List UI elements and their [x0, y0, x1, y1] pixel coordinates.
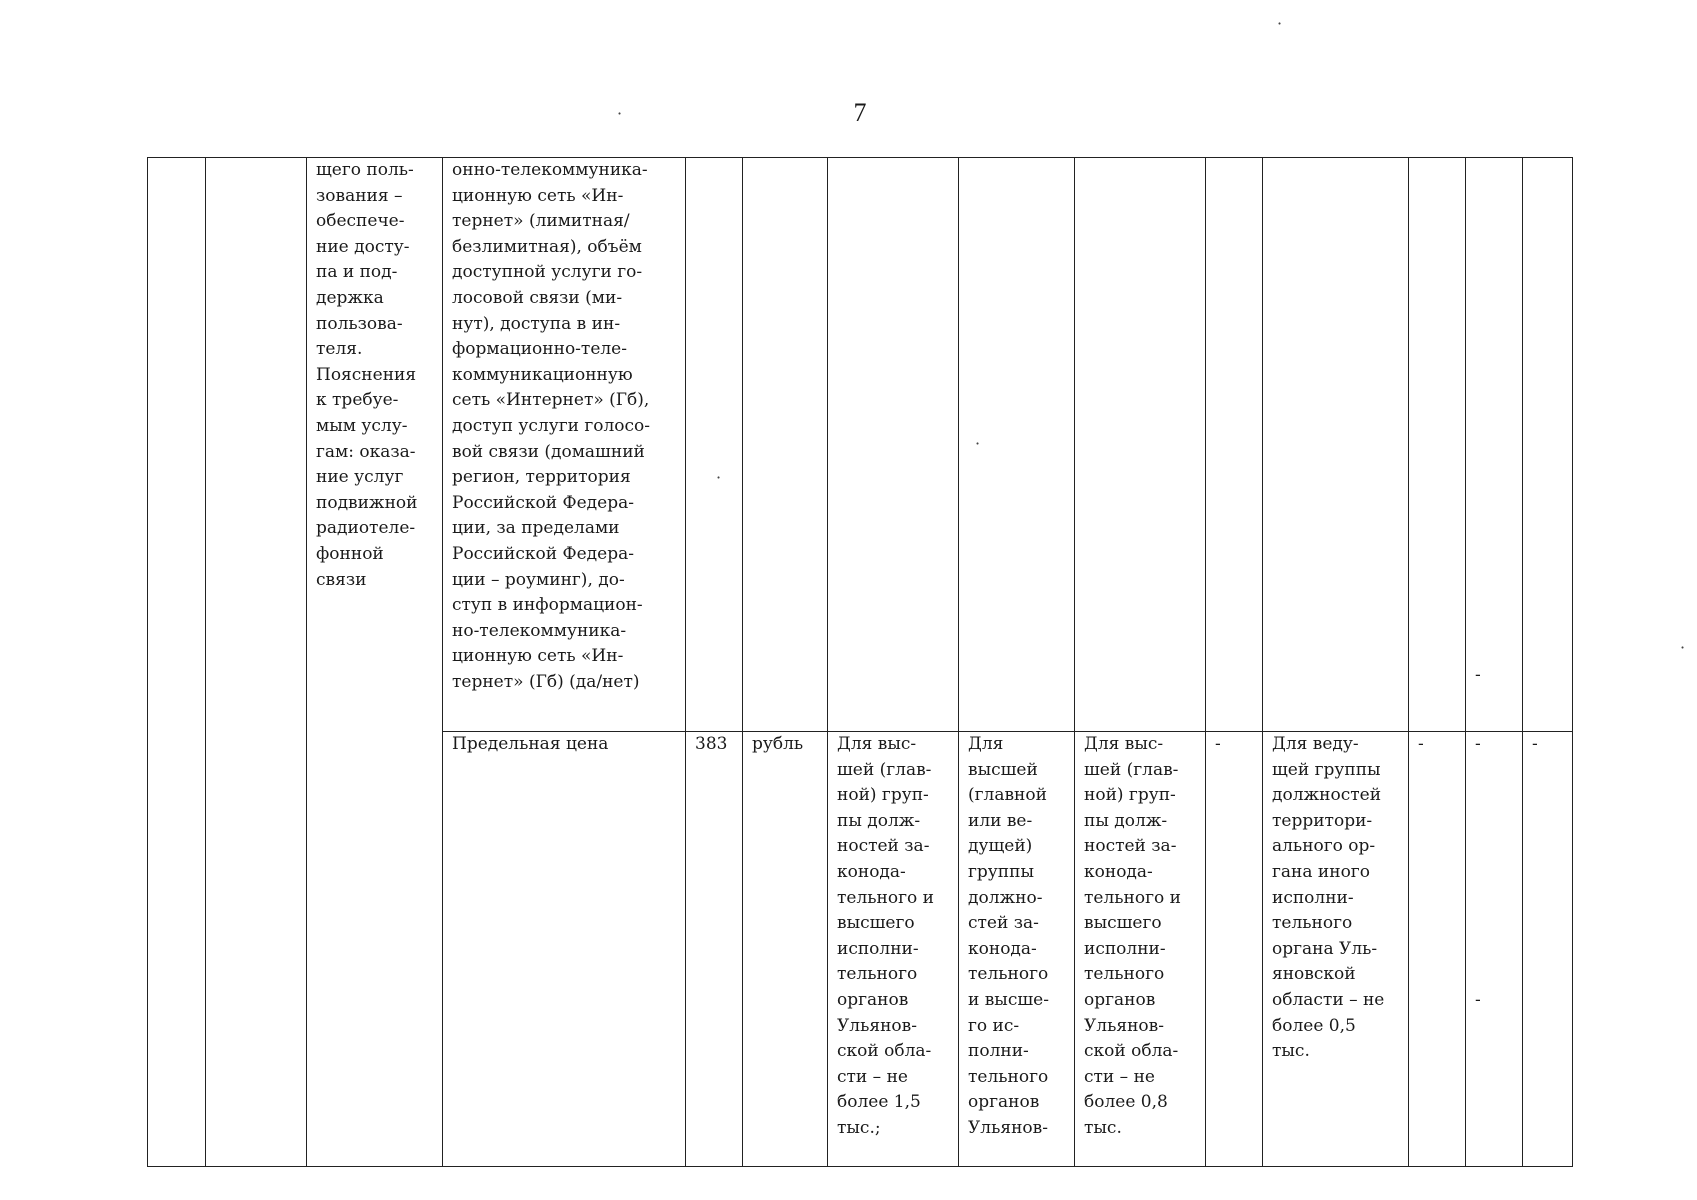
price-col-c-text	[1084, 732, 1197, 1142]
text-line: должно-	[968, 887, 1043, 908]
text-line: Для выс-	[1084, 734, 1164, 754]
text-line: шей (глав-	[1084, 759, 1179, 780]
text-line: ской обла-	[837, 1041, 932, 1062]
characteristics-cell	[443, 158, 686, 732]
scan-speck: ·	[716, 468, 722, 487]
unit-cell: рубль	[743, 732, 828, 1167]
scan-speck: ·	[617, 104, 623, 123]
text-line: области – не	[1272, 989, 1385, 1010]
text-line: Российской Федера-	[452, 543, 634, 564]
text-line: пы долж-	[837, 810, 921, 831]
okei-code-cell: 383	[686, 732, 743, 1167]
text-line: лосовой связи (ми-	[452, 287, 623, 308]
text-line: ской обла-	[1084, 1041, 1179, 1062]
text-line: формационно-теле-	[452, 339, 627, 360]
scan-speck: ·	[975, 434, 981, 453]
text-line: держка	[316, 287, 384, 308]
text-line: го ис-	[968, 1015, 1020, 1036]
text-line: тельного	[968, 964, 1049, 985]
text-line: тыс.	[1084, 1117, 1122, 1138]
text-line: тельного	[1272, 913, 1353, 934]
text-line: ностей за-	[1084, 836, 1177, 857]
price-characteristic-cell: Предельная цена	[443, 732, 686, 1167]
text-line: исполни-	[1084, 938, 1166, 959]
text-line: доступ услуги голосо-	[452, 415, 651, 436]
text-line: полни-	[968, 1041, 1029, 1062]
characteristics-text	[452, 158, 677, 695]
text-line: мым услу-	[316, 415, 408, 436]
text-line: фонной	[316, 543, 384, 564]
text-line: но-телекоммуника-	[452, 620, 627, 641]
text-line: территори-	[1272, 810, 1373, 831]
text-line: сти – не	[837, 1066, 908, 1087]
text-line: Для	[968, 734, 1004, 754]
text-line: исполни-	[1272, 887, 1354, 908]
empty-cell	[1263, 158, 1409, 732]
price-col-f-cell: -	[1409, 732, 1466, 1167]
text-line: сеть «Интернет» (Гб),	[452, 390, 650, 411]
text-line: к требуе-	[316, 390, 399, 411]
price-col-g-cell	[1466, 732, 1523, 1167]
text-line: конода-	[837, 861, 906, 882]
empty-cell	[686, 158, 743, 732]
text-line: гам: оказа-	[316, 441, 416, 462]
text-line: ции, за пределами	[452, 518, 620, 539]
text-line: органов	[1084, 989, 1156, 1010]
text-line: ального ор-	[1272, 836, 1376, 857]
text-line: доступной услуги го-	[452, 262, 643, 283]
text-line: па и под-	[316, 262, 398, 283]
text-line: органов	[837, 989, 909, 1010]
text-line: конода-	[1084, 861, 1153, 882]
text-line: Для выс-	[837, 734, 917, 754]
empty-cell	[743, 158, 828, 732]
stray-dash-cell	[1466, 158, 1523, 732]
scan-speck: ·	[1680, 638, 1686, 657]
text-line: подвижной	[316, 492, 418, 513]
code-cell	[206, 158, 307, 1167]
text-line: тельного и	[837, 887, 934, 908]
stray-dash: -	[1475, 989, 1481, 1010]
text-line: тельного и	[1084, 887, 1181, 908]
text-line: теля.	[316, 339, 363, 360]
table-row	[148, 158, 1573, 732]
text-line: гана иного	[1272, 861, 1370, 882]
text-line: тернет» (Гб) (да/нет)	[452, 671, 640, 692]
price-col-b-cell	[959, 732, 1075, 1167]
text-line: органа Уль-	[1272, 938, 1378, 959]
text-line: или ве-	[968, 810, 1033, 831]
text-line: группы	[968, 861, 1034, 882]
text-line: ступ в информацион-	[452, 595, 643, 616]
text-line: тельного	[968, 1066, 1049, 1087]
empty-cell	[1075, 158, 1206, 732]
text-line: Ульянов-	[837, 1015, 917, 1036]
text-line: стей за-	[968, 913, 1039, 934]
text-line: исполни-	[837, 938, 919, 959]
text-line: ционную сеть «Ин-	[452, 185, 624, 206]
text-line: пользова-	[316, 313, 403, 334]
page-number: 7	[853, 98, 867, 127]
text-line: Российской Федера-	[452, 492, 634, 513]
text-line: ние досту-	[316, 236, 410, 257]
text-line: (главной	[968, 785, 1047, 806]
text-line: ционную сеть «Ин-	[452, 646, 624, 667]
price-col-h-cell: -	[1523, 732, 1573, 1167]
text-line: яновской	[1272, 964, 1356, 985]
price-col-g-value: -	[1475, 734, 1481, 754]
price-col-b-text	[968, 732, 1066, 1142]
text-line: более 0,8	[1084, 1092, 1168, 1113]
text-line: радиотеле-	[316, 518, 416, 539]
text-line: Ульянов-	[1084, 1015, 1164, 1036]
text-line: пы долж-	[1084, 810, 1168, 831]
text-line: тыс.;	[837, 1117, 881, 1138]
price-col-e-cell	[1263, 732, 1409, 1167]
text-line: тыс.	[1272, 1041, 1310, 1062]
text-line: Ульянов-	[968, 1117, 1048, 1138]
price-col-d-cell: -	[1206, 732, 1263, 1167]
requirements-table	[147, 157, 1573, 1167]
empty-cell	[1409, 158, 1466, 732]
price-col-e-text	[1272, 732, 1400, 1065]
text-line: более 1,5	[837, 1092, 921, 1113]
text-line: тернет» (лимитная/	[452, 211, 630, 232]
text-line: дущей)	[968, 836, 1033, 857]
scan-speck: ·	[1277, 14, 1283, 33]
row-number-cell	[148, 158, 206, 1167]
text-line: высшего	[1084, 913, 1162, 934]
service-description-text	[316, 158, 434, 593]
text-line: зования –	[316, 185, 403, 206]
text-line: тельного	[1084, 964, 1165, 985]
text-line: Пояснения	[316, 364, 417, 385]
text-line: ной) груп-	[1084, 785, 1176, 806]
price-col-a-text	[837, 732, 950, 1142]
price-col-a-cell	[828, 732, 959, 1167]
text-line: органов	[968, 1092, 1040, 1113]
text-line: высшей	[968, 759, 1038, 780]
text-line: тельного	[837, 964, 918, 985]
text-line: высшего	[837, 913, 915, 934]
text-line: безлимитная), объём	[452, 236, 642, 257]
text-line: сти – не	[1084, 1066, 1155, 1087]
text-line: вой связи (домашний	[452, 441, 645, 462]
empty-cell	[1206, 158, 1263, 732]
text-line: ной) груп-	[837, 785, 929, 806]
service-description-cell	[307, 158, 443, 1167]
text-line: обеспече-	[316, 211, 405, 232]
text-line: ностей за-	[837, 836, 930, 857]
text-line: шей (глав-	[837, 759, 932, 780]
text-line: ние услуг	[316, 467, 404, 488]
empty-cell	[959, 158, 1075, 732]
text-line: регион, территория	[452, 467, 631, 488]
text-line: и высше-	[968, 989, 1049, 1010]
stray-dash: -	[1475, 665, 1481, 686]
text-line: более 0,5	[1272, 1015, 1356, 1036]
text-line: ции – роуминг), до-	[452, 569, 625, 590]
text-line: Для веду-	[1272, 734, 1359, 754]
empty-cell	[1523, 158, 1573, 732]
text-line: должностей	[1272, 785, 1382, 806]
text-line: щего поль-	[316, 160, 414, 180]
text-line: онно-телекоммуника-	[452, 160, 648, 180]
price-col-c-cell	[1075, 732, 1206, 1167]
text-line: коммуникационную	[452, 364, 633, 385]
text-line: конода-	[968, 938, 1037, 959]
empty-cell	[828, 158, 959, 732]
text-line: нут), доступа в ин-	[452, 313, 621, 334]
text-line: связи	[316, 569, 367, 590]
text-line: щей группы	[1272, 759, 1381, 780]
